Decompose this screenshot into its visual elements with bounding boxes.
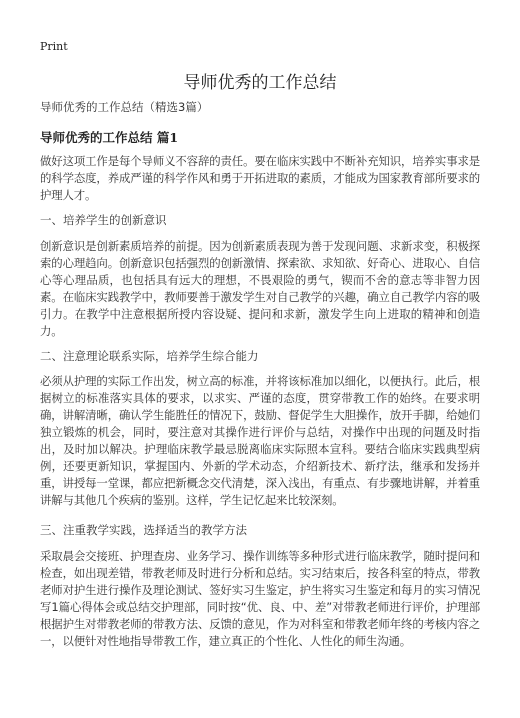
section-body-3: 采取晨会交接班、护理查房、业务学习、操作训练等多种形式进行临床教学，随时提问和检查，如出现差错，带教老师及时进行分析和总结。实习结束后，按各科室的特点，带教老师对护生进行操作及理论测试、签好实习生鉴定，护生将实习生鉴定和每月的实习情况写1篇心得体会或总结交护理部，同时按“优、良、中、差”对带教老师进行评价，护理部根据护生对带教老师的带教方法、反馈的意见，作为对科室和带教老师年终的考核内容之一，以便针对性地指导带教工作，建立真正的个性化、人性化的师生沟通。 xyxy=(40,549,480,648)
section-body-2: 必须从护理的实际工作出发，树立高的标准，并将该标准加以细化，以便执行。此后，根据树立的标准落实具体的要求，以求实、严谨的态度，贯穿带教工作的始终。在要求明确，讲解清晰，确认学生能胜任的情况下，鼓励、督促学生大胆操作，放开手脚，给她们独立锻炼的机会，同时，要注意对其操作进行评价与总结，对操作中出现的问题及时指出，及时加以解决。护理临床教学最忌脱离临床实际照本宣科。要结合临床实践典型病例，还要更新知识，掌握国内、外新的学术动态，介绍新技术、新疗法，继承和发扬并重，讲授每一堂课，都应把新概念交代清楚，深入浅出，有重点、有步骤地讲解，并着重讲解与其他几个疾病的鉴别。这样，学生记忆起来比较深刻。 xyxy=(40,374,480,507)
section-heading-1: 一、培养学生的创新意识 xyxy=(40,213,167,227)
page-title: 导师优秀的工作总结 xyxy=(183,73,337,93)
section-body-1: 创新意识是创新素质培养的前提。因为创新素质表现为善于发现问题、求新求变，积极探索的心理趋向。创新意识包括强烈的创新激情、探索欲、求知欲、好奇心、进取心、自信心等心理品质，也包括具有远大的理想，不畏艰险的勇气，锲而不舍的意志等非智力因素。在临床实践教学中，教师要善于激发学生对自己教学的兴趣，确立自己教学内容的吸引力。在教学中注意根据所授内容设疑、提问和求新，激发学生向上进取的精神和创造力。 xyxy=(40,239,480,338)
section-heading-2: 二、注意理论联系实际，培养学生综合能力 xyxy=(40,349,259,363)
subtitle: 导师优秀的工作总结（精选3篇） xyxy=(40,100,209,114)
section-heading-3: 三、注重教学实践，选择适当的教学方法 xyxy=(40,523,247,537)
print-label: Print xyxy=(40,40,68,53)
intro-paragraph: 做好这项工作是每个导师义不容辞的责任。要在临床实践中不断补充知识，培养实事求是的科学态度，养成严谨的科学作风和勇于开拓进取的素质，才能成为国家教育部所要求的护理人才。 xyxy=(40,154,480,202)
article-title: 导师优秀的工作总结 篇1 xyxy=(40,130,179,145)
